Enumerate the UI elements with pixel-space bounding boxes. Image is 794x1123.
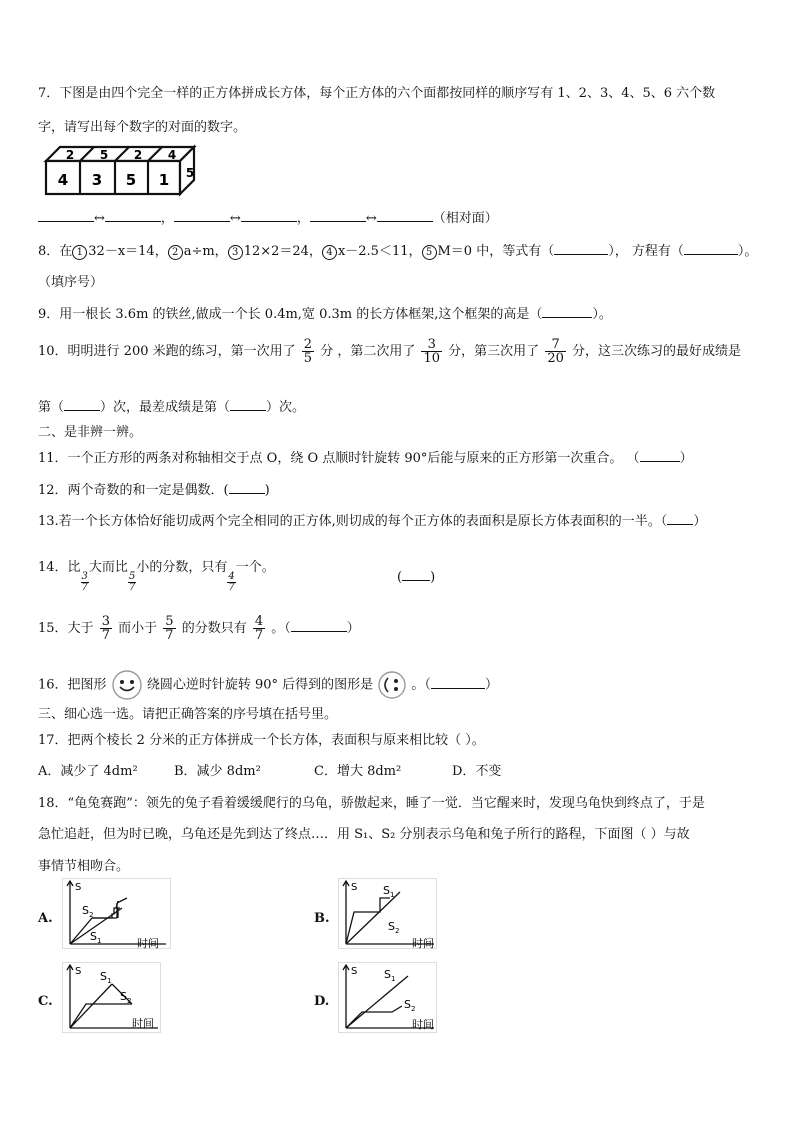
cuboid-figure <box>40 144 200 200</box>
cube-front-1: 4 <box>57 171 69 189</box>
graph-b-axis-y: S <box>351 882 358 893</box>
graph-b <box>338 878 438 950</box>
q15-c: 的分数只有 <box>181 621 247 636</box>
q10-frac-3: $\frac{7}{20}$ <box>547 337 564 366</box>
cube-top-1: 2 <box>65 148 75 162</box>
q8-item-4: x－2.5＜11， <box>337 244 422 259</box>
graph-a-axis-y: S <box>75 882 82 893</box>
q8-blank-2[interactable] <box>684 242 738 255</box>
q14-frac-1: $\frac{3}{7}$ <box>81 571 88 593</box>
q7-answer-line <box>38 207 498 226</box>
graph-a-axis-x: 时间 <box>137 937 159 950</box>
graph-d-axis-x: 时间 <box>412 1018 434 1031</box>
graph-b-s2-sub: 2 <box>395 927 400 935</box>
q11 <box>38 447 693 466</box>
q18-label-d[interactable]: D. <box>314 994 330 1009</box>
q14-paren-open: ( <box>397 570 403 585</box>
q11-end: ） <box>679 451 693 466</box>
q15-frac-3: $\frac{4}{7}$ <box>254 614 264 643</box>
section-3-heading: 三、细心选一选。请把正确答案的序号填在括号里。 <box>38 707 338 722</box>
q14-paren-close: ) <box>430 570 436 585</box>
q10-blank-1[interactable] <box>64 398 100 411</box>
q13-blank[interactable] <box>667 512 693 525</box>
q8-mid: ）， 方程有（ <box>608 244 684 259</box>
q9-end: ）。 <box>592 307 612 322</box>
q14-frac-2: $\frac{5}{7}$ <box>128 571 136 593</box>
q8-blank-1[interactable] <box>554 242 608 255</box>
q8-item-1: 32－x＝14， <box>88 244 168 259</box>
graph-d <box>338 962 438 1034</box>
q10-c: 分，第三次用了 <box>448 344 540 359</box>
q16-b: 绕圆心逆时针旋转 90° 后得到的图形是 <box>146 677 374 693</box>
graph-b-s2: S <box>388 920 395 933</box>
q12 <box>38 479 270 498</box>
q15-end: ） <box>346 621 360 636</box>
q7-blank-3[interactable] <box>174 209 230 222</box>
q8-circle-4: 4 <box>322 245 337 260</box>
graph-c-axis-x: 时间 <box>132 1017 154 1030</box>
smiley-face-icon <box>111 669 143 701</box>
graph-c-s1-sub: 1 <box>107 977 112 985</box>
q14-c: 小的分数，只有 <box>136 560 228 575</box>
q8-item-5: M＝0 中，等式有（ <box>437 244 555 259</box>
q15-frac-2: $\frac{5}{7}$ <box>165 614 174 643</box>
q16 <box>38 669 498 701</box>
section-2-heading: 二、是非辨一辨。 <box>38 425 143 440</box>
q18-label-c[interactable]: C. <box>38 994 53 1009</box>
q10-b: 分 ，第二次用了 <box>320 344 416 359</box>
cube-top-3: 2 <box>133 148 143 162</box>
q15-d: 。（ <box>271 621 291 636</box>
q10-frac-2: $\frac{3}{10}$ <box>423 337 441 366</box>
q13 <box>38 510 706 529</box>
q8-line1 <box>38 240 757 260</box>
q7-blank-5[interactable] <box>310 209 366 222</box>
graph-d-axis-y: S <box>351 966 358 977</box>
q8-circle-3: 3 <box>228 245 243 260</box>
q14-blank[interactable] <box>402 568 430 581</box>
graph-a-s1: S <box>90 930 97 943</box>
q12-text: 12．两个奇数的和一定是偶数．( <box>38 483 229 498</box>
graph-a-s1-sub: 1 <box>97 937 102 945</box>
q8-line2: （填序号） <box>38 275 104 290</box>
q10-a: 10．明明进行 200 米跑的练习，第一次用了 <box>38 344 296 359</box>
graph-c-axis-y: S <box>75 966 82 977</box>
q7-suffix: （相对面） <box>432 211 498 226</box>
q17-option-a[interactable]: A．减少了 4dm² <box>38 764 138 779</box>
q16-blank[interactable] <box>431 676 485 689</box>
q15-frac-1: $\frac{3}{7}$ <box>101 614 110 643</box>
q18-line2: 急忙追赶，但为时已晚，乌龟还是先到达了终点…．用 S₁、S₂ 分别表示乌龟和兔子所行的路程，下面图（ ）与故 <box>38 827 690 842</box>
q8-item-2: a÷m， <box>183 244 228 259</box>
q16-end: ） <box>484 677 498 693</box>
q10-line2a: 第（ <box>38 400 65 415</box>
q8-circle-2: 2 <box>168 245 183 260</box>
q15-b: 而小于 <box>118 621 158 636</box>
q8-end: ）。 <box>737 244 758 259</box>
graph-d-s1-sub: 1 <box>391 975 396 983</box>
graph-b-s1: S <box>383 884 390 897</box>
q7-blank-1[interactable] <box>38 209 94 222</box>
q18-line1: 18．“龟兔赛跑”：领先的兔子看着缓缓爬行的乌龟，骄傲起来，睡了一觉．当它醒来时，发现乌龟快到终点了，于是 <box>38 796 705 811</box>
graph-a <box>62 878 172 950</box>
graph-b-axis-x: 时间 <box>412 937 434 950</box>
q14-a: 14．比 <box>38 560 81 575</box>
q10-d: 分，这三次练习的最好成绩是 <box>572 344 742 359</box>
q7-blank-2[interactable] <box>105 209 161 222</box>
q14-frac-3: $\frac{4}{7}$ <box>228 571 235 593</box>
graph-d-s2-sub: 2 <box>411 1005 416 1013</box>
graph-c <box>62 962 162 1034</box>
graph-d-s1: S <box>384 968 391 981</box>
q10-frac-1: $\frac{2}{5}$ <box>303 337 313 366</box>
q18-label-b[interactable]: B. <box>314 911 330 926</box>
q17-option-c[interactable]: C．增大 8dm² <box>314 764 402 779</box>
cube-side: 5 <box>185 166 195 180</box>
q10-line1 <box>38 338 741 365</box>
graph-c-s2-sub: 2 <box>127 997 132 1005</box>
q11-text: 11．一个正方形的两条对称轴相交于点 O，绕 O 点顺时针旋转 90°后能与原来的正方形第一次重合。 （ <box>38 451 640 466</box>
q12-end: ) <box>264 483 270 498</box>
cube-front-3: 5 <box>125 171 137 189</box>
q17-option-b[interactable]: B．减少 8dm² <box>174 764 261 779</box>
q7-arrow-3: ↔ <box>365 211 377 226</box>
q14-d: 一个。 <box>235 560 275 575</box>
q11-blank[interactable] <box>640 449 680 462</box>
q7-line1: 7．下图是由四个完全一样的正方体拼成长方体，每个正方体的六个面都按同样的顺序写有 1、2、3、4、5、6 六个数 <box>38 86 716 101</box>
q15-blank[interactable] <box>291 619 347 632</box>
q16-c: 。（ <box>411 677 431 693</box>
cube-front-2: 3 <box>91 171 103 189</box>
q13-text: 13.若一个长方体恰好能切成两个完全相同的正方体,则切成的每个正方体的表面积是原长方体表面积的一半。（ <box>38 514 668 529</box>
q14-answer <box>397 568 435 585</box>
q14 <box>38 556 275 593</box>
q12-blank[interactable] <box>229 481 265 494</box>
graph-c-s2: S <box>120 990 127 1003</box>
q16-a: 16．把图形 <box>38 677 107 693</box>
q15 <box>38 615 360 642</box>
rotated-smiley-icon <box>377 670 407 700</box>
q7-blank-6[interactable] <box>377 209 433 222</box>
q17-stem: 17．把两个棱长 2 分米的正方体拼成一个长方体，表面积与原来相比较（ ）。 <box>38 733 485 748</box>
q7-blank-4[interactable] <box>241 209 297 222</box>
q18-label-a[interactable]: A. <box>38 911 53 926</box>
q7-arrow-2: ↔ <box>229 211 241 226</box>
q7-arrow-1: ↔ <box>94 211 105 226</box>
q9-text: 9．用一根长 3.6m 的铁丝,做成一个长 0.4m,宽 0.3m 的长方体框架,这个框架的高是（ <box>38 307 543 322</box>
q13-end: ） <box>693 514 707 529</box>
q7-comma-2: ， <box>296 211 310 226</box>
q10-line2c: ）次。 <box>266 400 306 415</box>
q9 <box>38 303 612 322</box>
q8-circle-1: 1 <box>72 245 87 260</box>
q10-line2b: ）次，最差成绩是第（ <box>100 400 231 415</box>
q8-prefix: 8．在 <box>38 244 73 259</box>
q15-a: 15．大于 <box>38 621 94 636</box>
graph-a-s2: S <box>82 904 89 917</box>
cube-top-4: 4 <box>167 148 177 162</box>
cube-top-2: 5 <box>99 148 109 162</box>
q10-line2 <box>38 396 305 415</box>
q10-blank-2[interactable] <box>230 398 266 411</box>
graph-d-s2: S <box>404 998 411 1011</box>
graph-a-s2-sub: 2 <box>89 911 94 919</box>
q8-item-3: 12×2＝24， <box>243 244 322 259</box>
q14-b: 大而比 <box>88 560 128 575</box>
graph-b-s1-sub: 1 <box>390 891 395 899</box>
q17-option-d[interactable]: D．不变 <box>452 764 502 779</box>
cube-front-4: 1 <box>158 171 170 189</box>
graph-c-s1: S <box>100 970 107 983</box>
q8-circle-5: 5 <box>422 245 437 260</box>
q18-line3: 事情节相吻合。 <box>38 859 130 874</box>
q7-line2: 字，请写出每个数字的对面的数字。 <box>38 120 247 135</box>
q9-blank[interactable] <box>542 305 592 318</box>
q7-comma-1: ， <box>160 211 174 226</box>
